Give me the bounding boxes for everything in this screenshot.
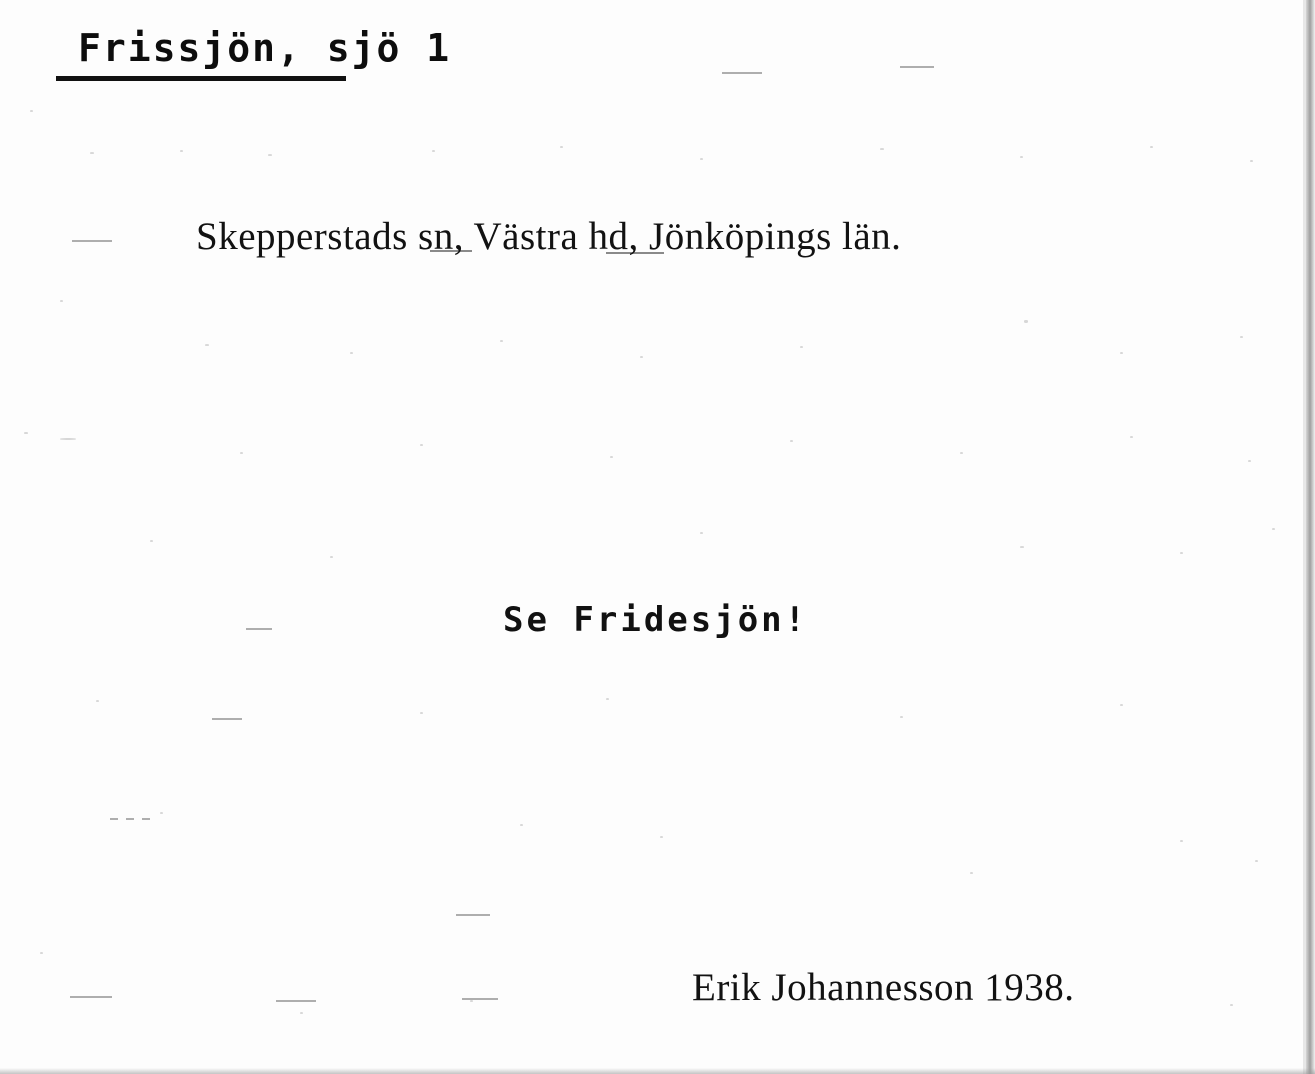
scan-artifact-dash (276, 1000, 316, 1002)
scan-artifact-dash (462, 998, 498, 1000)
scan-artifact-dash (246, 628, 272, 630)
scan-artifact-dash (126, 818, 134, 820)
page-title: Frissjön, sjö 1 (78, 26, 452, 70)
card-right-edge (1306, 0, 1315, 1074)
title-underline (56, 76, 346, 81)
card-bottom-edge (0, 1068, 1315, 1074)
scan-artifact-dash (456, 914, 490, 916)
location-line: Skepperstads sn, Västra hd, Jönköpings län. (196, 215, 902, 258)
scan-artifact-dash (142, 818, 150, 820)
signature-line: Erik Johannesson 1938. (692, 966, 1075, 1009)
scan-artifact-dash (72, 240, 112, 242)
scan-artifact-dash (110, 818, 118, 820)
scan-artifact-dash (212, 718, 242, 720)
scan-artifact-dash (900, 66, 934, 68)
scan-artifact-dash (70, 996, 112, 998)
scan-artifact-dash (722, 72, 762, 74)
cross-reference-note: Se Fridesjön! (503, 600, 809, 640)
